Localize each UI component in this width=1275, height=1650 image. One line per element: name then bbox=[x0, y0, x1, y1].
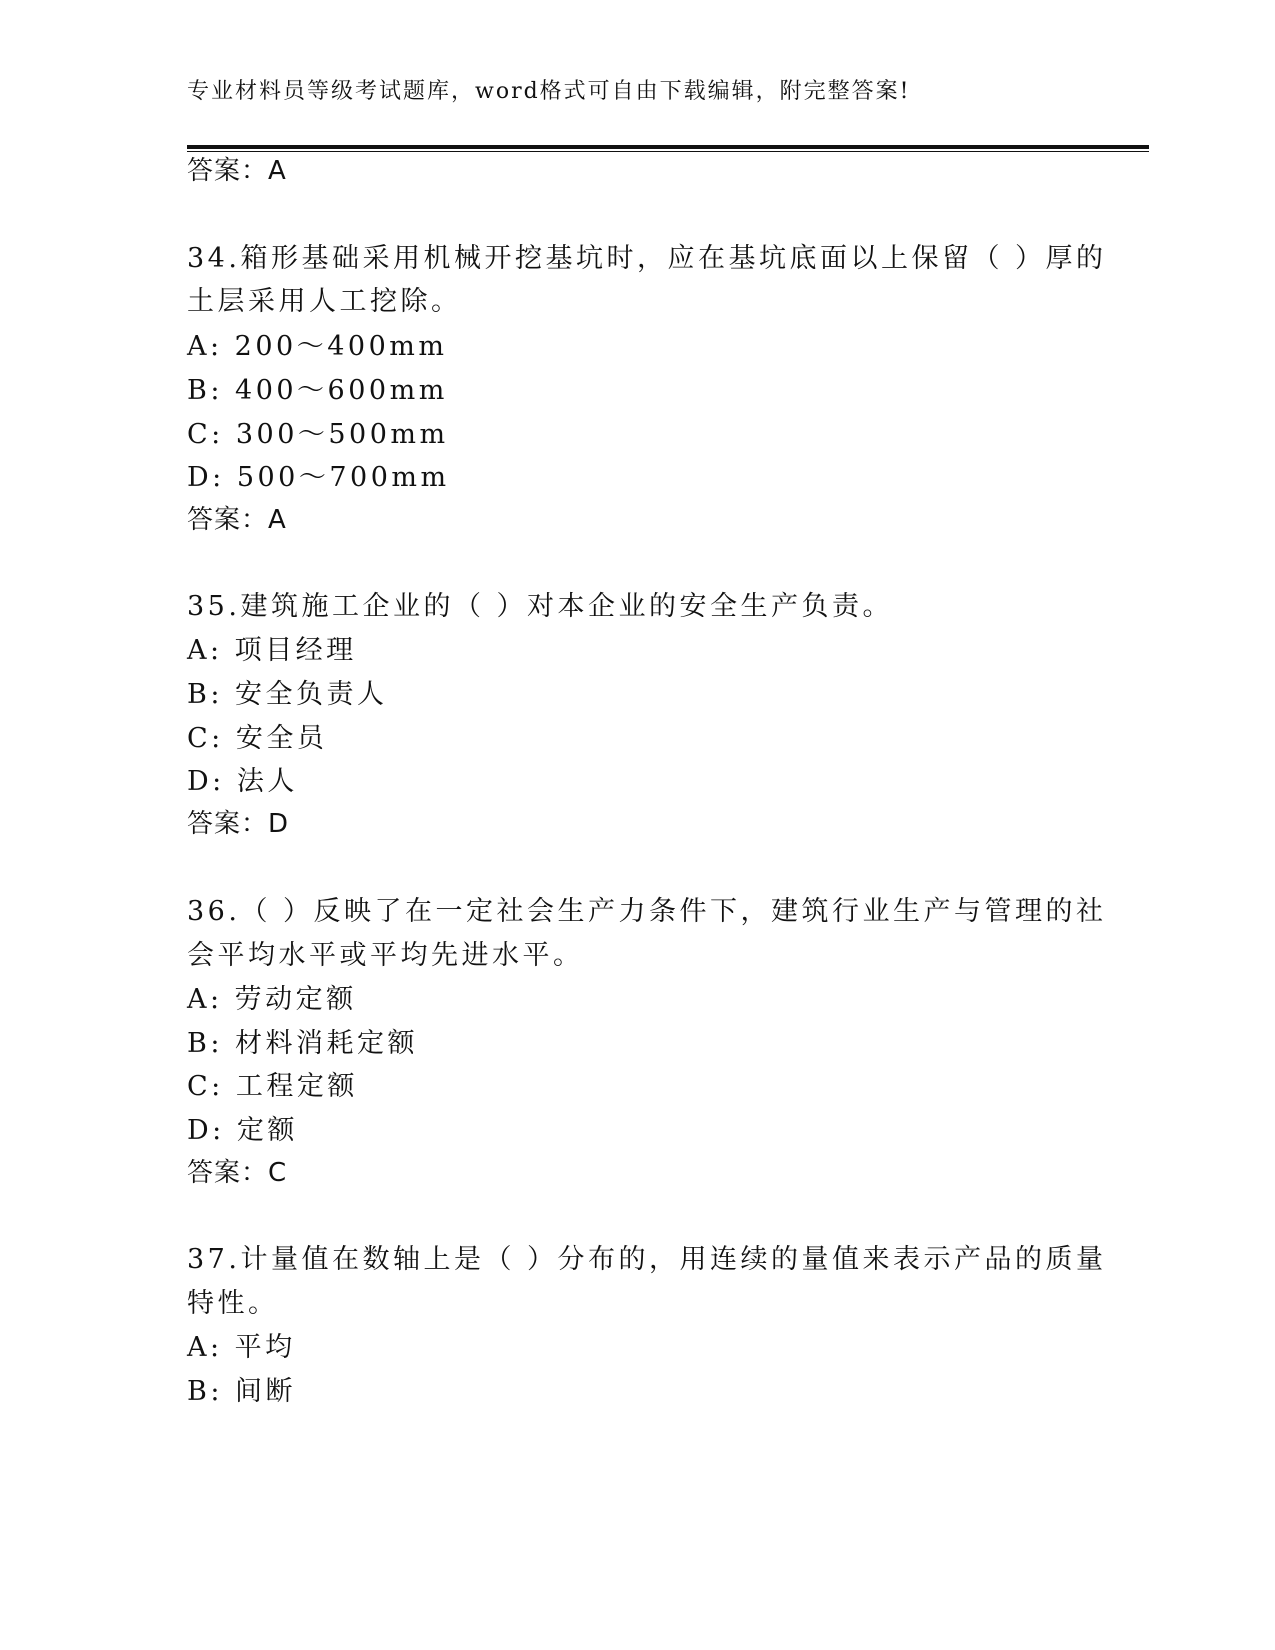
question-36-option-c: C: 工程定额 bbox=[187, 1071, 358, 1102]
question-35-answer bbox=[187, 811, 289, 837]
question-34-option-b: B: 400～600mm bbox=[187, 375, 448, 406]
question-34-option-d: D: 500～700mm bbox=[187, 462, 450, 493]
page-header: 专业材料员等级考试题库，word格式可自由下载编辑，附完整答案! bbox=[187, 79, 911, 104]
answer-value: C bbox=[268, 1158, 288, 1188]
question-34-stem-cont: 土层采用人工挖除。 bbox=[187, 286, 462, 317]
question-36-stem-cont: 会平均水平或平均先进水平。 bbox=[187, 940, 584, 971]
answer-label: 答案： bbox=[187, 809, 269, 839]
question-36-stem: 36.（ ）反映了在一定社会生产力条件下，建筑行业生产与管理的社 bbox=[187, 896, 1107, 927]
answer-value: A bbox=[268, 156, 287, 186]
answer-label: 答案： bbox=[187, 156, 269, 186]
question-36-option-b: B: 材料消耗定额 bbox=[187, 1028, 419, 1059]
header-rule-thick bbox=[187, 145, 1149, 149]
question-35-stem: 35.建筑施工企业的（ ）对本企业的安全生产负责。 bbox=[187, 591, 894, 622]
question-36-option-a: A: 劳动定额 bbox=[187, 984, 357, 1015]
question-36-option-d: D: 定额 bbox=[187, 1115, 298, 1146]
question-35-option-d: D: 法人 bbox=[187, 766, 298, 797]
question-34-answer bbox=[187, 507, 287, 533]
question-36-answer bbox=[187, 1160, 287, 1186]
answer-label: 答案： bbox=[187, 505, 269, 535]
answer-line bbox=[187, 158, 287, 184]
question-35-option-b: B: 安全负责人 bbox=[187, 679, 388, 710]
question-37-option-a: A: 平均 bbox=[187, 1332, 296, 1363]
question-35-option-a: A: 项目经理 bbox=[187, 635, 357, 666]
question-34-option-c: C: 300～500mm bbox=[187, 419, 449, 450]
answer-value: A bbox=[268, 505, 287, 535]
header-rule-thin bbox=[187, 151, 1149, 152]
question-35-option-c: C: 安全员 bbox=[187, 723, 328, 754]
answer-value: D bbox=[268, 809, 290, 839]
question-34-option-a: A: 200～400mm bbox=[187, 331, 448, 362]
question-34-stem: 34.箱形基础采用机械开挖基坑时，应在基坑底面以上保留（ ）厚的 bbox=[187, 243, 1107, 274]
answer-label: 答案： bbox=[187, 1158, 269, 1188]
question-37-option-b: B: 间断 bbox=[187, 1376, 297, 1407]
question-37-stem: 37.计量值在数轴上是（ ）分布的，用连续的量值来表示产品的质量 bbox=[187, 1244, 1107, 1275]
question-37-stem-cont: 特性。 bbox=[187, 1288, 279, 1319]
